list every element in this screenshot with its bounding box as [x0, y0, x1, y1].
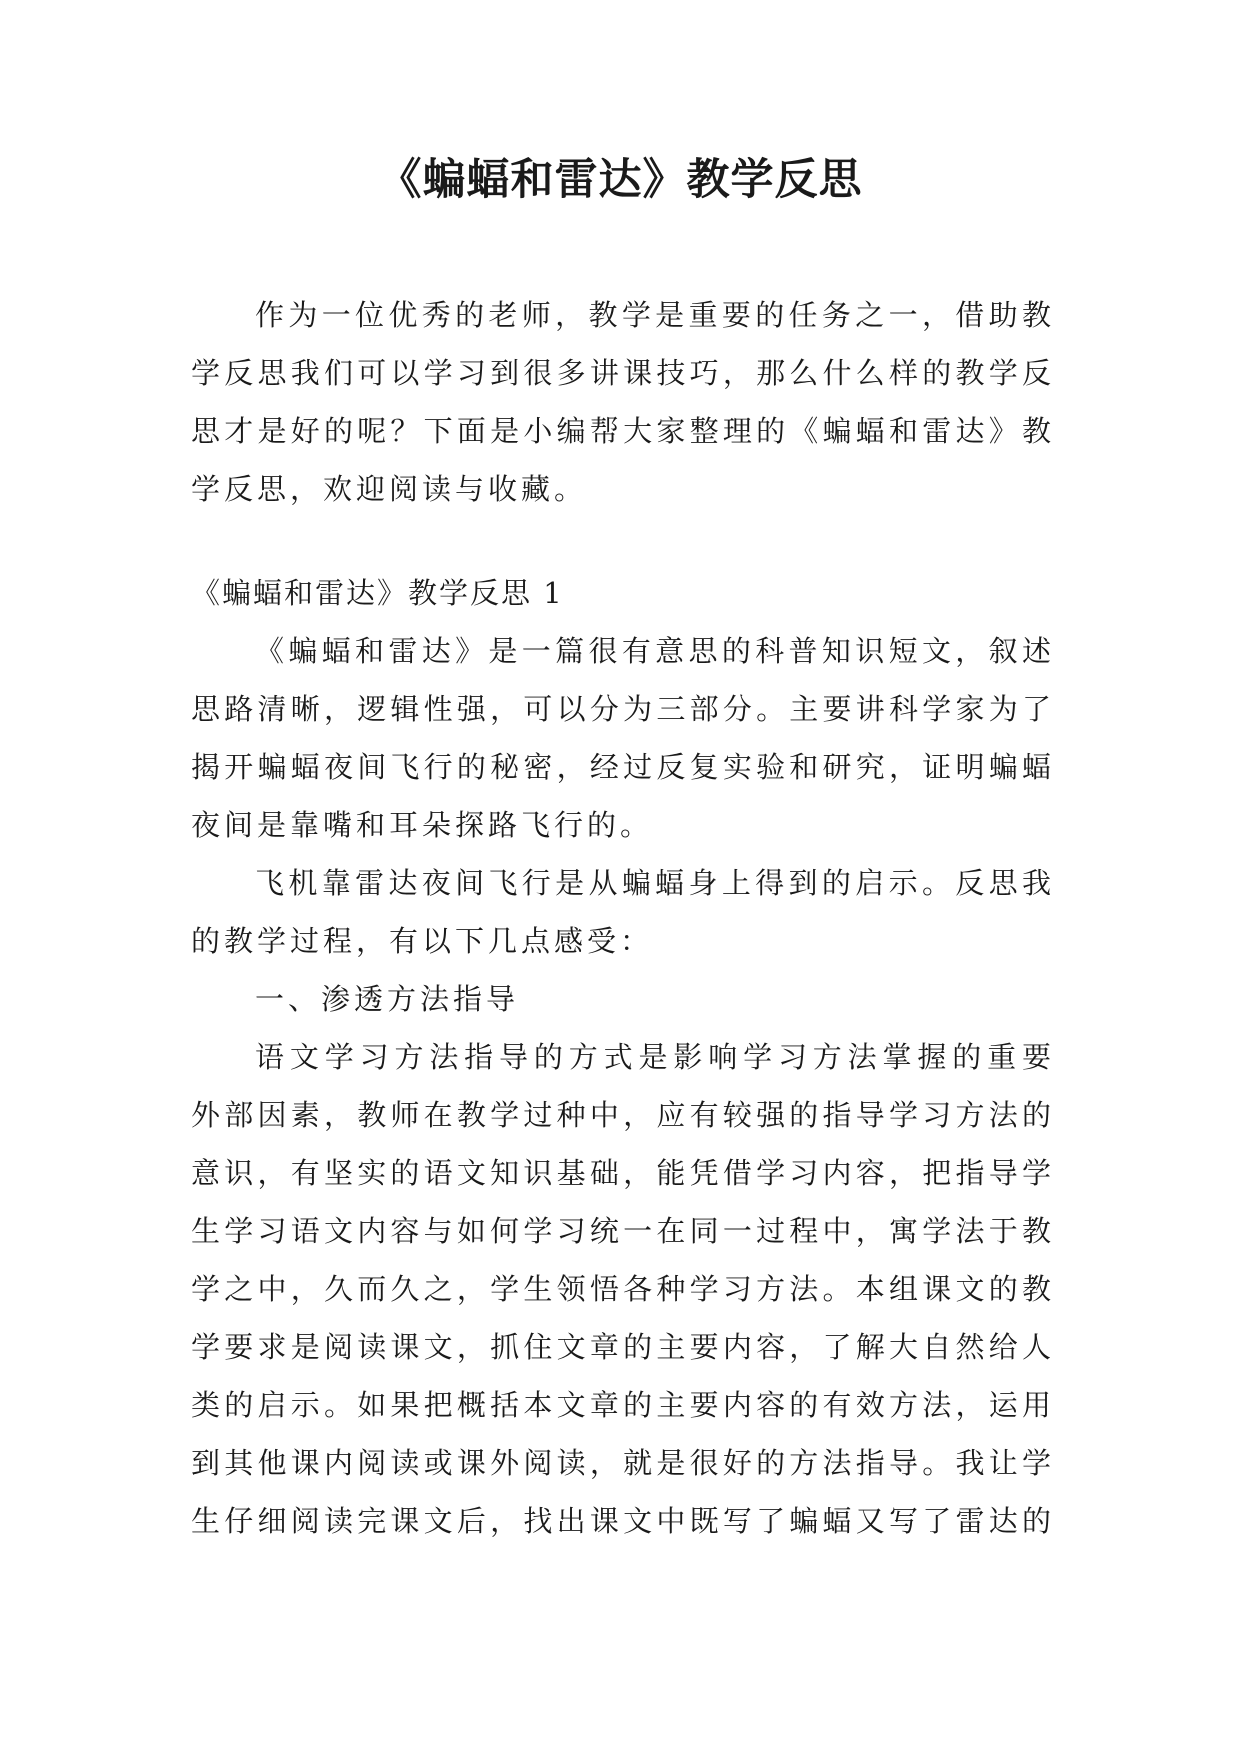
paragraph-line: 生学习语文内容与如何学习统一在同一过程中，寓学法于教	[191, 1214, 1051, 1248]
intro-line: 作为一位优秀的老师，教学是重要的任务之一，借助教	[255, 298, 1051, 332]
intro-paragraph	[191, 286, 1051, 518]
section-title	[191, 564, 1051, 622]
paragraph-gap	[191, 518, 1051, 564]
document-title: 《蝙蝠和雷达》教学反思	[378, 155, 863, 205]
paragraph-line: 思路清晰，逻辑性强，可以分为三部分。主要讲科学家为了	[191, 692, 1051, 726]
paragraph-line: 到其他课内阅读或课外阅读，就是很好的方法指导。我让学	[191, 1446, 1051, 1480]
paragraph-line: 意识，有坚实的语文知识基础，能凭借学习内容，把指导学	[191, 1156, 1051, 1190]
paragraph-line: 学要求是阅读课文，抓住文章的主要内容，了解大自然给人	[191, 1330, 1051, 1364]
intro-line: 学反思我们可以学习到很多讲课技巧，那么什么样的教学反	[191, 356, 1051, 390]
intro-line: 思才是好的呢？下面是小编帮大家整理的《蝙蝠和雷达》教	[191, 414, 1051, 448]
subheading	[191, 970, 1051, 1028]
paragraph-line: 的教学过程，有以下几点感受：	[191, 924, 654, 958]
paragraph-line: 类的启示。如果把概括本文章的主要内容的有效方法，运用	[191, 1388, 1051, 1422]
paragraph-1	[191, 622, 1051, 854]
paragraph-line: 学之中，久而久之，学生领悟各种学习方法。本组课文的教	[191, 1272, 1051, 1306]
intro-line: 学反思，欢迎阅读与收藏。	[191, 472, 588, 506]
paragraph-line: 语文学习方法指导的方式是影响学习方法掌握的重要	[255, 1040, 1051, 1074]
paragraph-3	[191, 1028, 1051, 1550]
section-title-text: 《蝙蝠和雷达》教学反思 1	[191, 576, 564, 610]
paragraph-line: 夜间是靠嘴和耳朵探路飞行的。	[191, 808, 654, 842]
paragraph-line: 生仔细阅读完课文后，找出课文中既写了蝙蝠又写了雷达的	[191, 1504, 1051, 1538]
paragraph-line: 飞机靠雷达夜间飞行是从蝙蝠身上得到的启示。反思我	[255, 866, 1051, 900]
paragraph-line: 外部因素，教师在教学过种中，应有较强的指导学习方法的	[191, 1098, 1051, 1132]
subheading-text: 一、渗透方法指导	[255, 982, 520, 1016]
paragraph-2	[191, 854, 1051, 970]
paragraph-line: 揭开蝙蝠夜间飞行的秘密，经过反复实验和研究，证明蝙蝠	[191, 750, 1051, 784]
document-body	[191, 286, 1051, 1550]
paragraph-line: 《蝙蝠和雷达》是一篇很有意思的科普知识短文，叙述	[255, 634, 1051, 668]
